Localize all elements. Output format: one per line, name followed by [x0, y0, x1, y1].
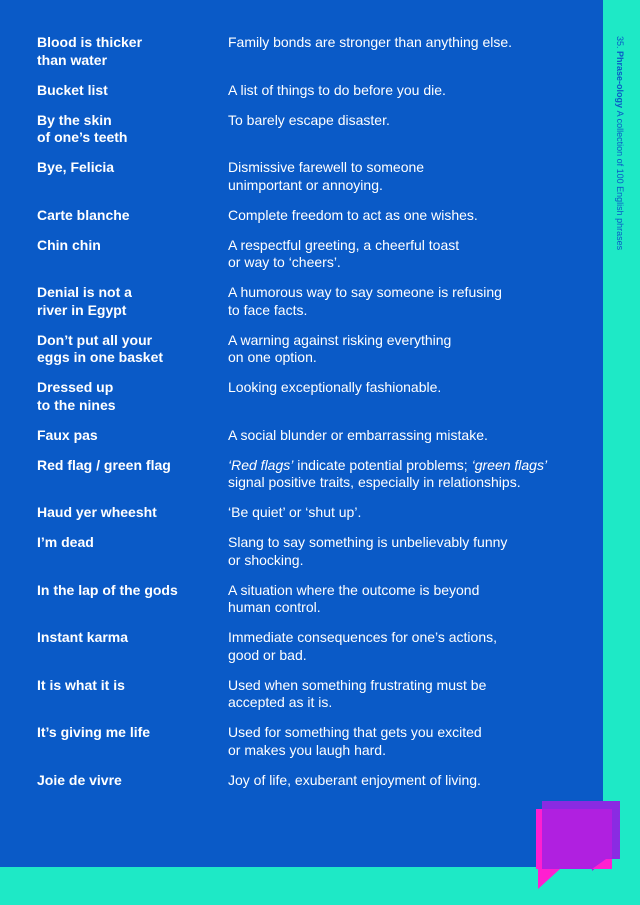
- phrase-term: Chin chin: [37, 236, 101, 253]
- phrase-term: It’s giving me life: [37, 724, 151, 740]
- phrase-term: Instant karma: [37, 629, 129, 645]
- phrase-term: I’m dead: [37, 534, 94, 550]
- phrase-row: [37, 504, 582, 522]
- phrase-term: Faux pas: [37, 426, 98, 443]
- phrase-definition: A social blunder or embarrassing mistake.: [228, 426, 488, 443]
- phrase-definition: Joy of life, exuberant enjoyment of living.: [228, 771, 481, 788]
- phrase-definition: A situation where the outcome is beyond human control.: [228, 581, 480, 615]
- phrase-term: Blood is thicker than water: [37, 34, 143, 68]
- phrase-row: [37, 427, 582, 445]
- phrase-definition: To barely escape disaster.: [228, 111, 390, 128]
- publication-title: Phrase-ology: [615, 51, 625, 109]
- definition-text: signal positive traits, especially in relationships.: [228, 474, 521, 490]
- phrase-definition: Complete freedom to act as one wishes.: [228, 206, 478, 223]
- phrase-list: [37, 34, 582, 802]
- phrase-definition: Used when something frustrating must be accepted as it is.: [228, 676, 487, 710]
- phrase-term: Carte blanche: [37, 206, 130, 223]
- publication-subtitle: A collection of 100 English phrases: [615, 110, 625, 251]
- phrase-row: [37, 724, 582, 759]
- phrase-row: [37, 534, 582, 569]
- italic-term-green-flags: ‘green flags’: [471, 456, 548, 473]
- phrase-term: Red flag / green flag: [37, 456, 171, 473]
- phrase-row: [37, 772, 582, 790]
- phrase-definition: Immediate consequences for one’s actions, good or bad.: [228, 629, 498, 663]
- phrase-term: In the lap of the gods: [37, 581, 178, 598]
- side-label: [614, 36, 626, 250]
- phrase-row: [37, 112, 582, 147]
- phrase-row: [37, 629, 582, 664]
- italic-term-red-flags: ‘Red flags’: [228, 456, 294, 473]
- phrase-row: [37, 207, 582, 225]
- phrase-row: [37, 82, 582, 100]
- phrase-definition: Looking exceptionally fashionable.: [228, 379, 442, 395]
- phrase-row: [37, 159, 582, 194]
- phrase-term: Haud yer wheesht: [37, 504, 157, 520]
- logo-overlap: [542, 809, 612, 869]
- phrase-row: [37, 332, 582, 367]
- page-number: 35.: [615, 36, 625, 49]
- phrase-row: [37, 677, 582, 712]
- phrase-definition: Dismissive farewell to someone unimportant or annoying.: [228, 159, 425, 193]
- phrase-term: Dressed up to the nines: [37, 379, 116, 413]
- speech-bubble-logo-icon: [530, 797, 630, 893]
- phrase-row: [37, 457, 582, 492]
- phrase-term: Joie de vivre: [37, 771, 122, 788]
- phrase-term: Bucket list: [37, 81, 108, 98]
- phrase-row: [37, 34, 582, 69]
- phrase-definition: A humorous way to say someone is refusing to face facts.: [228, 284, 502, 318]
- phrase-definition: Slang to say something is unbelievably funny or shocking.: [228, 534, 508, 568]
- phrase-row: [37, 582, 582, 617]
- phrase-term: By the skin of one’s teeth: [37, 111, 128, 145]
- phrase-definition: A respectful greeting, a cheerful toast or way to ‘cheers’.: [228, 236, 460, 270]
- phrase-definition: [228, 457, 582, 492]
- definition-text: indicate potential problems;: [293, 456, 472, 473]
- phrase-definition: A warning against risking everything on one option.: [228, 331, 452, 365]
- phrase-term: It is what it is: [37, 676, 125, 693]
- phrase-definition: Family bonds are stronger than anything else.: [228, 34, 513, 50]
- phrase-definition: ‘Be quiet’ or ‘shut up’.: [228, 504, 362, 520]
- phrase-row: [37, 237, 582, 272]
- phrase-definition: A list of things to do before you die.: [228, 81, 446, 98]
- phrase-term: Bye, Felicia: [37, 159, 115, 175]
- phrase-term: Denial is not a river in Egypt: [37, 284, 132, 318]
- phrase-definition: Used for something that gets you excited or makes you laugh hard.: [228, 724, 482, 758]
- phrase-term: Don’t put all your eggs in one basket: [37, 331, 164, 365]
- phrase-row: [37, 379, 582, 414]
- phrase-row: [37, 284, 582, 319]
